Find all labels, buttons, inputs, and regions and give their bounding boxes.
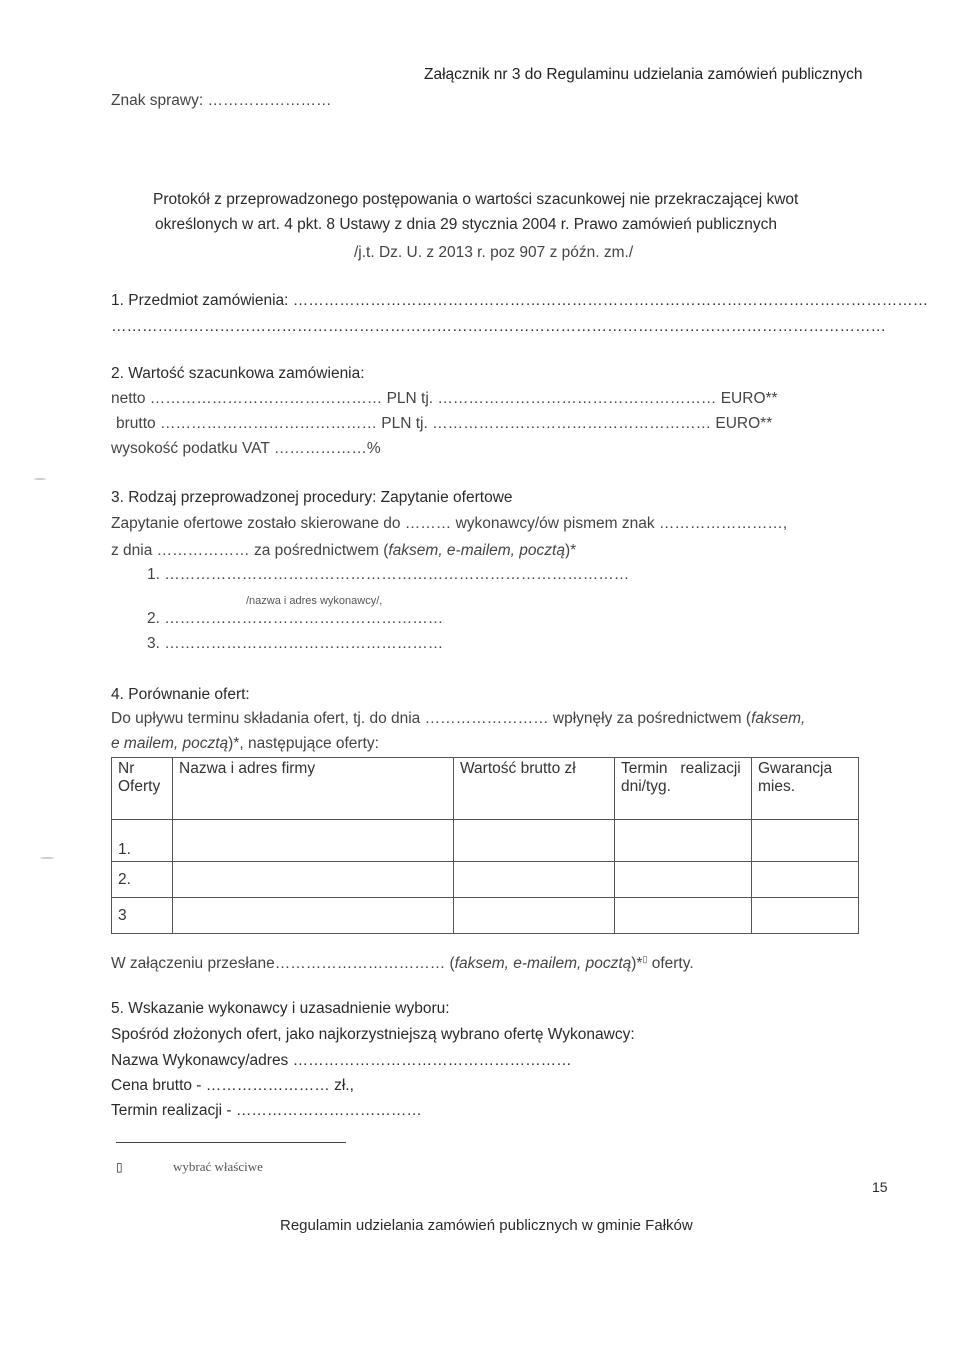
row-term-cell[interactable] bbox=[615, 898, 752, 934]
col-header-value: Wartość brutto zł bbox=[454, 758, 615, 820]
contractor-name-field[interactable]: Nazwa Wykonawcy/adres ……………………………………………… bbox=[111, 1052, 572, 1069]
col-header-warranty: Gwarancja mies. bbox=[752, 758, 859, 820]
row-nr: 3 bbox=[112, 898, 173, 934]
gross-price-field[interactable]: Cena brutto - …………………… zł., bbox=[111, 1077, 354, 1094]
completion-term-field[interactable]: Termin realizacji - ……………………………… bbox=[111, 1102, 422, 1119]
table-header-row bbox=[112, 758, 859, 820]
section3-line2[interactable]: z dnia ……………… za pośrednictwem (faksem, e-mailem, pocztą)* bbox=[111, 542, 577, 559]
footer-text: Regulamin udzielania zamówień publicznych w gminie Fałków bbox=[280, 1217, 693, 1234]
netto-line[interactable]: netto ……………………………………… PLN tj. ……………………………………………… EURO** bbox=[111, 390, 778, 407]
row-value-cell[interactable] bbox=[454, 862, 615, 898]
protocol-title-line3: /j.t. Dz. U. z 2013 r. poz 907 z późn. zm./ bbox=[354, 244, 634, 261]
row-name-cell[interactable] bbox=[173, 862, 454, 898]
row-name-cell[interactable] bbox=[173, 898, 454, 934]
scan-artifact bbox=[34, 478, 46, 480]
col-header-term: Termin realizacji dni/tyg. bbox=[615, 758, 752, 820]
page-number: 15 bbox=[872, 1179, 888, 1195]
table-row[interactable] bbox=[112, 898, 859, 934]
contractor-item-1[interactable]: 1. ……………………………………………………………………………… bbox=[147, 566, 630, 583]
row-value-cell[interactable] bbox=[454, 820, 615, 862]
section4-line1[interactable]: Do upływu terminu składania ofert, tj. do dnia …………………… wpłynęły za pośrednictwem (faksem, bbox=[111, 710, 806, 727]
section3-line1[interactable]: Zapytanie ofertowe zostało skierowane do ……… wykonawcy/ów pismem znak ……………………, bbox=[111, 515, 788, 532]
row-nr: 1. bbox=[112, 820, 173, 862]
protocol-title-line1: Protokół z przeprowadzonego postępowania o wartości szacunkowej nie przekraczającej kwot bbox=[153, 191, 799, 208]
table-row[interactable] bbox=[112, 820, 859, 862]
case-sign-field[interactable]: Znak sprawy: …………………… bbox=[111, 92, 332, 109]
vat-line[interactable]: wysokość podatku VAT ………………% bbox=[111, 440, 381, 457]
attachments-line[interactable]: W załączeniu przesłane…………………………… (faksem, e-mailem, pocztą)*▯ oferty. bbox=[111, 954, 694, 973]
section5-heading: 5. Wskazanie wykonawcy i uzasadnienie wyboru: bbox=[111, 1000, 450, 1017]
contractor-caption: /nazwa i adres wykonawcy/, bbox=[246, 595, 383, 607]
row-name-cell[interactable] bbox=[173, 820, 454, 862]
section4-line2: e mailem, pocztą)*, następujące oferty: bbox=[111, 735, 379, 752]
annex-title: Załącznik nr 3 do Regulaminu udzielania zamówień publicznych bbox=[424, 66, 863, 83]
section1-continuation[interactable]: …………………………………………………………………………………………………………………………………… bbox=[111, 318, 886, 335]
col-header-name: Nazwa i adres firmy bbox=[173, 758, 454, 820]
row-warranty-cell[interactable] bbox=[752, 820, 859, 862]
footnote-ref-icon: ▯ bbox=[642, 954, 648, 964]
brutto-line[interactable]: brutto …………………………………… PLN tj. ……………………………………………… EURO** bbox=[116, 415, 773, 432]
contractor-item-2[interactable]: 2. ……………………………………………… bbox=[147, 610, 444, 627]
offers-table bbox=[111, 757, 859, 934]
protocol-title-line2: określonych w art. 4 pkt. 8 Ustawy z dnia 29 stycznia 2004 r. Prawo zamówień publicznych bbox=[155, 216, 778, 233]
col-header-nr: Nr Oferty bbox=[112, 758, 173, 820]
section4-heading: 4. Porównanie ofert: bbox=[111, 686, 250, 703]
row-warranty-cell[interactable] bbox=[752, 898, 859, 934]
footnote-divider bbox=[116, 1142, 346, 1143]
footnote-text: wybrać właściwe bbox=[173, 1159, 263, 1174]
row-nr: 2. bbox=[112, 862, 173, 898]
footnote-mark-icon: ▯ bbox=[116, 1160, 123, 1174]
section3-heading: 3. Rodzaj przeprowadzonej procedury: Zapytanie ofertowe bbox=[111, 489, 513, 506]
row-term-cell[interactable] bbox=[615, 820, 752, 862]
table-row[interactable] bbox=[112, 862, 859, 898]
row-value-cell[interactable] bbox=[454, 898, 615, 934]
section5-line1: Spośród złożonych ofert, jako najkorzystniejszą wybrano ofertę Wykonawcy: bbox=[111, 1026, 635, 1043]
scan-artifact bbox=[40, 857, 54, 859]
row-term-cell[interactable] bbox=[615, 862, 752, 898]
section1-heading[interactable]: 1. Przedmiot zamówienia: …………………………………………………………………………………………………………… bbox=[111, 292, 929, 309]
row-warranty-cell[interactable] bbox=[752, 862, 859, 898]
section2-heading: 2. Wartość szacunkowa zamówienia: bbox=[111, 365, 365, 382]
contractor-item-3[interactable]: 3. ……………………………………………… bbox=[147, 635, 444, 652]
